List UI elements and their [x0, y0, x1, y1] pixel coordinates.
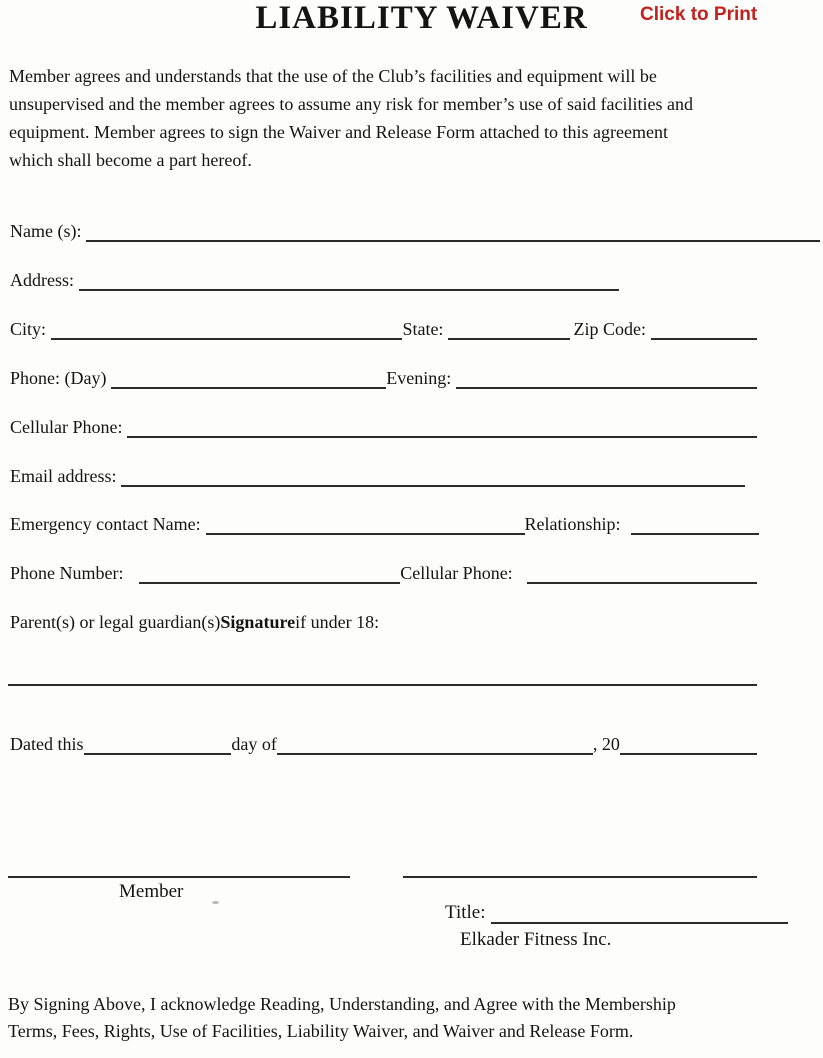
day-of-label: day of	[231, 734, 277, 754]
email-row	[10, 465, 745, 487]
name-row	[10, 220, 820, 242]
zip-code-label: Zip Code:	[573, 319, 647, 339]
emergency-contact-label: Emergency contact Name:	[10, 514, 201, 534]
cellular-phone2-field-line	[527, 562, 757, 584]
dated-month-field-line	[277, 733, 593, 755]
guardian-signature-row	[10, 611, 379, 633]
cellular-phone-label: Cellular Phone:	[10, 417, 123, 437]
guardian-signature-line	[8, 684, 757, 686]
name-field-line	[86, 220, 820, 242]
relationship-field-line	[631, 513, 759, 535]
intro-line: unsupervised and the member agrees to assume any risk for member’s use of said facilities and	[9, 94, 693, 114]
phone-day-field-line	[111, 367, 386, 389]
phone-number-row	[10, 562, 757, 584]
guardian-label-signature: Signature	[220, 612, 296, 632]
guardian-label-prefix: Parent(s) or legal guardian(s)	[10, 612, 221, 632]
email-address-label: Email address:	[10, 466, 117, 486]
address-field-line	[79, 269, 619, 291]
state-field-line	[448, 318, 569, 340]
phone-number-label: Phone Number:	[10, 563, 124, 583]
email-field-line	[121, 465, 745, 487]
year-20-label: , 20	[592, 734, 620, 754]
cellular-phone-row	[10, 416, 757, 438]
city-label: City:	[10, 319, 47, 339]
evening-field-line	[456, 367, 757, 389]
emergency-contact-field-line	[206, 513, 525, 535]
city-field-line	[51, 318, 402, 340]
phone-number-field-line	[139, 562, 400, 584]
cellular-phone-field-line	[127, 416, 757, 438]
footer-line: Terms, Fees, Rights, Use of Facilities, Liability Waiver, and Waiver and Release Form.	[8, 1021, 634, 1041]
scan-artifact	[212, 901, 219, 904]
intro-line: which shall become a part hereof.	[9, 150, 252, 170]
dated-this-label: Dated this	[10, 734, 84, 754]
page-title: LIABILITY WAIVER	[255, 0, 588, 36]
dated-year-field-line	[620, 733, 757, 755]
member-label: Member	[119, 881, 184, 902]
emergency-contact-row	[10, 513, 759, 535]
name-label: Name (s):	[10, 221, 82, 241]
footer-line: By Signing Above, I acknowledge Reading, Understanding, and Agree with the Membership	[8, 994, 676, 1014]
dated-day-field-line	[84, 733, 232, 755]
title-label: Title:	[445, 902, 486, 923]
club-signature-line	[403, 876, 757, 878]
title-row	[445, 902, 793, 924]
dated-row	[10, 733, 757, 755]
title-field-line	[491, 902, 788, 924]
phone-day-label: Phone: (Day)	[10, 368, 107, 388]
address-label: Address:	[10, 270, 74, 290]
intro-line: equipment. Member agrees to sign the Waiver and Release Form attached to this agreement	[9, 122, 669, 142]
cellular-phone2-label: Cellular Phone:	[400, 563, 513, 583]
intro-paragraph	[9, 62, 809, 174]
zip-code-field-line	[651, 318, 757, 340]
phone-row	[10, 367, 757, 389]
company-name: Elkader Fitness Inc.	[460, 929, 612, 950]
state-label: State:	[402, 319, 444, 339]
address-row	[10, 269, 619, 291]
guardian-label-suffix: if under 18:	[295, 612, 380, 632]
evening-label: Evening:	[386, 368, 452, 388]
footer-acknowledgment	[8, 991, 813, 1045]
member-signature-line	[8, 876, 350, 878]
print-link[interactable]: Click to Print	[640, 4, 758, 25]
relationship-label: Relationship:	[524, 514, 621, 534]
city-state-zip-row	[10, 318, 757, 340]
intro-line: Member agrees and understands that the use of the Club’s facilities and equipment will be	[9, 66, 657, 86]
